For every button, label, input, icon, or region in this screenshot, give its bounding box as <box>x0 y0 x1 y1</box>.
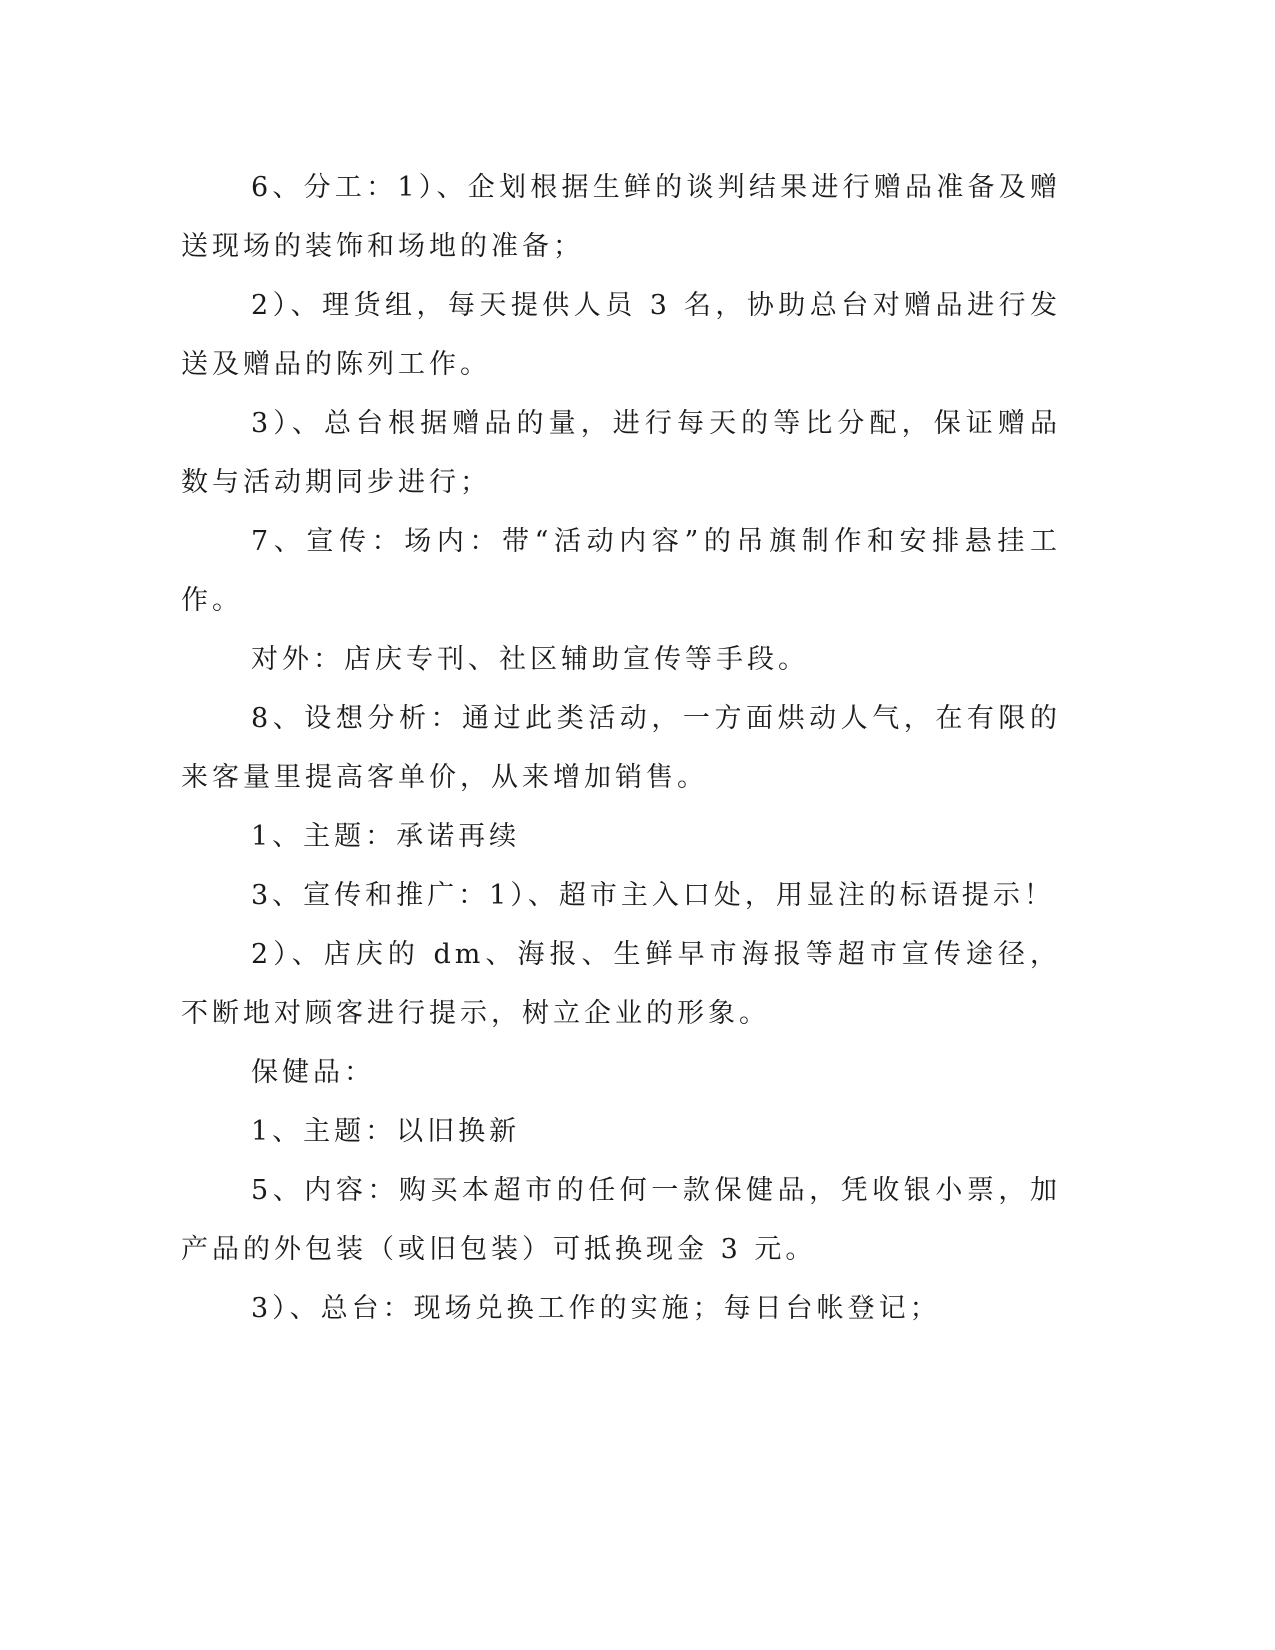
paragraph-theme-trade-in: 1、主题：以旧换新 <box>251 1116 521 1147</box>
paragraph-content-trade-in: 5、内容：购买本超市的任何一款保健品，凭收银小票，加产品的外包装（或旧包装）可抵换现金 3 元。 <box>181 1175 1061 1265</box>
paragraph-publicity: 3、宣传和推广：1）、超市主入口处，用显注的标语提示！ <box>251 880 1055 911</box>
paragraph-dm-posters: 2）、店庆的 dm、海报、生鲜早市海报等超市宣传途径，不断地对顾客进行提示，树立企业的形象。 <box>181 939 1061 1029</box>
paragraph-health-products-heading: 保健品： <box>251 1057 375 1088</box>
document-body <box>181 158 1061 1338</box>
paragraph-promotion-external: 对外：店庆专刊、社区辅助宣传等手段。 <box>251 644 809 675</box>
paragraph-division-of-labor: 6、分工：1）、企划根据生鲜的谈判结果进行赠品准备及赠送现场的装饰和场地的准备； <box>181 172 1061 262</box>
paragraph-front-desk-redeem: 3）、总台：现场兑换工作的实施；每日台帐登记； <box>251 1293 941 1324</box>
paragraph-promotion-indoor: 7、宣传：场内：带“活动内容”的吊旗制作和安排悬挂工作。 <box>181 526 1061 616</box>
paragraph-analysis: 8、设想分析：通过此类活动，一方面烘动人气，在有限的来客量里提高客单价，从来增加销售。 <box>181 703 1061 793</box>
paragraph-front-desk-allocation: 3）、总台根据赠品的量，进行每天的等比分配，保证赠品数与活动期同步进行； <box>181 408 1061 498</box>
paragraph-stock-team: 2）、理货组，每天提供人员 3 名，协助总台对赠品进行发送及赠品的陈列工作。 <box>181 290 1061 380</box>
paragraph-theme-promise: 1、主题：承诺再续 <box>251 821 521 852</box>
